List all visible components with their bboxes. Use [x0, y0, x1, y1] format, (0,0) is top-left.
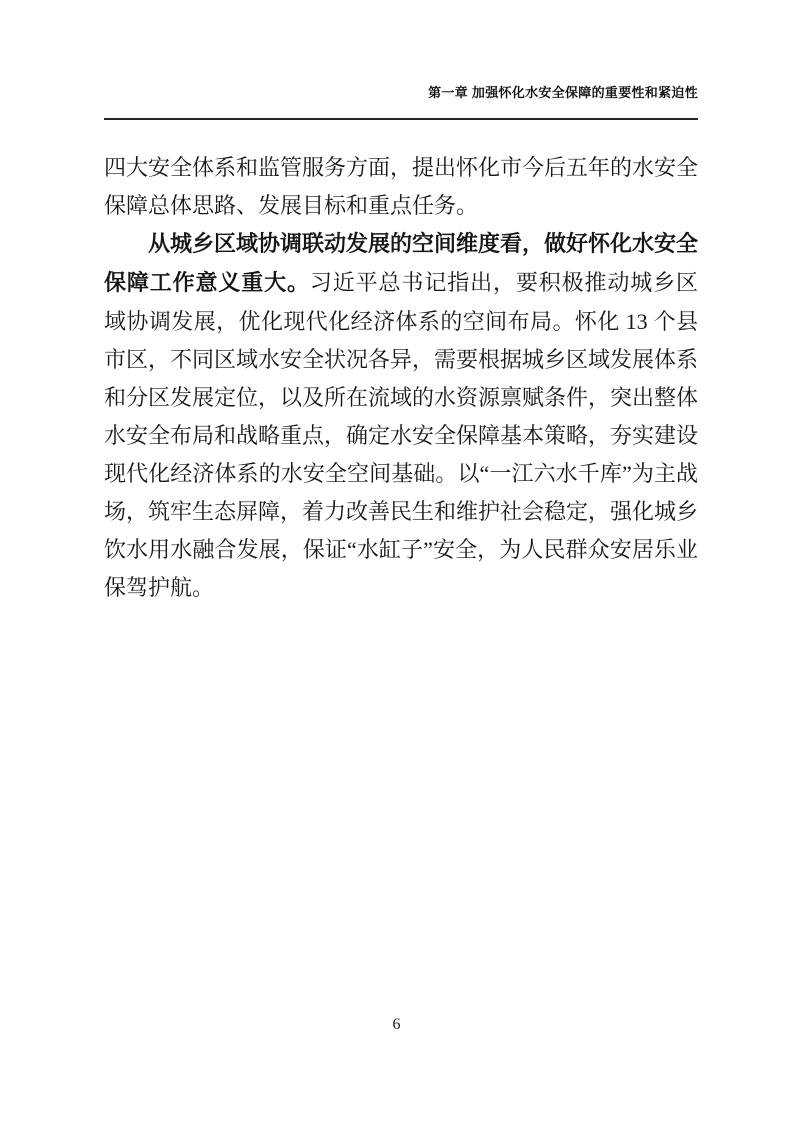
running-header [104, 84, 698, 120]
page-body [104, 149, 698, 607]
paragraph-main-text: 习近平总书记指出，要积极推动城乡区域协调发展，优化现代化经济体系的空间布局。怀化 13 个县市区，不同区域水安全状况各异，需要根据城乡区域发展体系和分区发展定位，以及所在流域的水资源禀赋条件，突出整体水安全布局和战略重点，确定水安全保障基本策略，夯实建设现代化经济体系的水安全空间基础。以“一江六水千库”为主战场，筑牢生态屏障，着力改善民生和维护社会稳定，强化城乡饮水用水融合发展，保证“水缸子”安全，为人民群众安居乐业保驾护航。 [104, 270, 699, 600]
paragraph-continuation-text: 四大安全体系和监管服务方面，提出怀化市今后五年的水安全保障总体思路、发展目标和重点任务。 [104, 155, 699, 218]
page-number: 6 [392, 1016, 401, 1033]
chapter-running-title: 第一章 加强怀化水安全保障的重要性和紧迫性 [428, 85, 698, 100]
page-footer [0, 1014, 793, 1036]
paragraph-lead-emphasis: 从城乡区域协调联动发展的空间维度看，做好怀化水安全保障工作意义重大。 [104, 232, 699, 296]
paragraph-main [104, 225, 698, 607]
paragraph-continuation [104, 149, 698, 225]
